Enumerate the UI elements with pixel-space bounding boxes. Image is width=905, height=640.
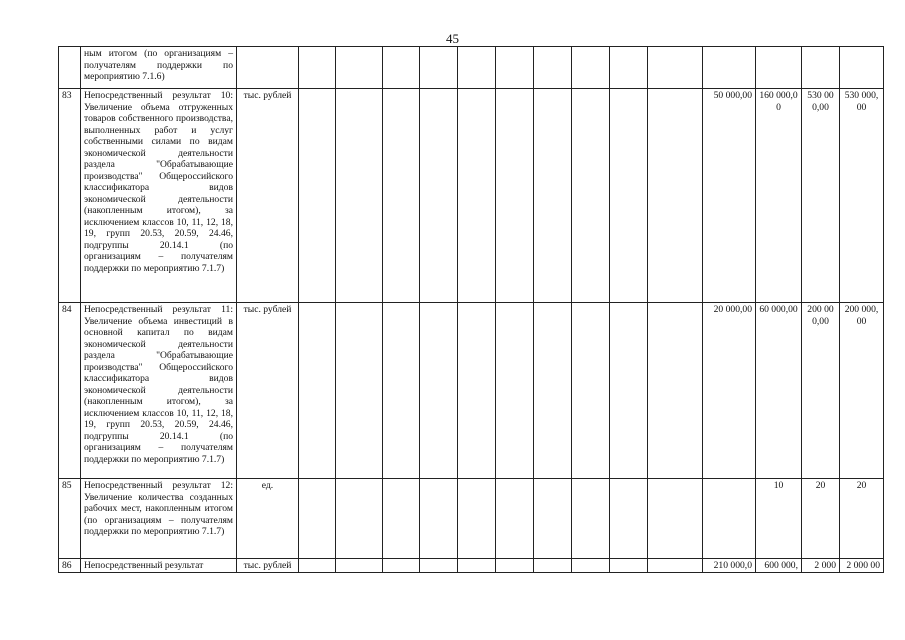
empty-cell <box>572 47 610 89</box>
empty-cell <box>534 479 572 559</box>
empty-cell <box>383 303 420 479</box>
row-unit <box>237 47 299 89</box>
value-cell: 530 000,00 <box>840 89 884 303</box>
row-unit: тыс. рублей <box>237 559 299 573</box>
empty-cell <box>458 479 496 559</box>
empty-cell <box>572 89 610 303</box>
empty-cell <box>610 89 648 303</box>
empty-cell <box>458 303 496 479</box>
empty-cell <box>610 559 648 573</box>
value-cell: 60 000,00 <box>756 303 802 479</box>
empty-cell <box>383 89 420 303</box>
empty-cell <box>534 303 572 479</box>
empty-cell <box>496 479 534 559</box>
empty-cell <box>648 303 703 479</box>
empty-cell <box>299 479 336 559</box>
row-unit: тыс. рублей <box>237 303 299 479</box>
value-cell <box>756 47 802 89</box>
empty-cell <box>648 479 703 559</box>
empty-cell <box>336 89 383 303</box>
table-row <box>59 303 884 479</box>
empty-cell <box>420 559 458 573</box>
empty-cell <box>534 559 572 573</box>
value-cell <box>703 47 756 89</box>
empty-cell <box>336 559 383 573</box>
empty-cell <box>534 47 572 89</box>
empty-cell <box>420 89 458 303</box>
value-cell: 2 000 00 <box>840 559 884 573</box>
value-cell: 20 000,00 <box>703 303 756 479</box>
value-cell: 50 000,00 <box>703 89 756 303</box>
row-description: Непосредственный результат 11: Увеличение объема инвестиций в основной капитал по видам экономической деятельности раздела "Обрабатывающие производства" Общероссийского классификатора видов экономической деятельности (накопленным итогом), за исключением классов 10, 11, 12, 18, 19, групп 20.53, 20.59, 24.46, подгруппы 20.14.1 (по организациям – получателям поддержки по мероприятию 7.1.7) <box>81 303 237 479</box>
empty-cell <box>383 559 420 573</box>
empty-cell <box>299 47 336 89</box>
empty-cell <box>383 479 420 559</box>
value-cell: 20 <box>840 479 884 559</box>
empty-cell <box>648 47 703 89</box>
value-cell: 160 000,00 <box>756 89 802 303</box>
row-description: ным итогом (по организациям – получателям поддержки по мероприятию 7.1.6) <box>81 47 237 89</box>
empty-cell <box>420 303 458 479</box>
table-row <box>59 47 884 89</box>
row-unit: ед. <box>237 479 299 559</box>
value-cell: 200 000,00 <box>802 303 840 479</box>
row-number: 84 <box>59 303 81 479</box>
empty-cell <box>383 47 420 89</box>
value-cell: 600 000, <box>756 559 802 573</box>
empty-cell <box>299 559 336 573</box>
value-cell: 10 <box>756 479 802 559</box>
empty-cell <box>458 47 496 89</box>
row-description: Непосредственный результат <box>81 559 237 573</box>
empty-cell <box>496 47 534 89</box>
value-cell: 210 000,0 <box>703 559 756 573</box>
row-number <box>59 47 81 89</box>
empty-cell <box>534 89 572 303</box>
table-row <box>59 89 884 303</box>
row-number: 85 <box>59 479 81 559</box>
empty-cell <box>610 47 648 89</box>
empty-cell <box>496 559 534 573</box>
value-cell <box>703 479 756 559</box>
empty-cell <box>420 479 458 559</box>
value-cell: 2 000 <box>802 559 840 573</box>
empty-cell <box>572 479 610 559</box>
empty-cell <box>458 559 496 573</box>
table-row <box>59 559 884 573</box>
page-number: 45 <box>446 31 459 46</box>
empty-cell <box>336 47 383 89</box>
empty-cell <box>610 303 648 479</box>
empty-cell <box>572 559 610 573</box>
empty-cell <box>420 47 458 89</box>
empty-cell <box>648 559 703 573</box>
indicators-table <box>58 46 884 573</box>
empty-cell <box>299 89 336 303</box>
empty-cell <box>336 303 383 479</box>
empty-cell <box>336 479 383 559</box>
value-cell <box>840 47 884 89</box>
row-description: Непосредственный результат 12: Увеличение количества созданных рабочих мест, накопленным итогом (по организациям – получателям поддержки по мероприятию 7.1.7) <box>81 479 237 559</box>
value-cell: 20 <box>802 479 840 559</box>
empty-cell <box>458 89 496 303</box>
table-row <box>59 479 884 559</box>
row-number: 83 <box>59 89 81 303</box>
value-cell <box>802 47 840 89</box>
empty-cell <box>496 303 534 479</box>
row-description: Непосредственный результат 10: Увеличение объема отгруженных товаров собственного производства, выполненных работ и услуг собственными силами по видам экономической деятельности раздела "Обрабатывающие производства" Общероссийского классификатора видов экономической деятельности (накопленным итогом), за исключением классов 10, 11, 12, 18, 19, групп 20.53, 20.59, 24.46, подгруппы 20.14.1 (по организациям – получателям поддержки по мероприятию 7.1.7) <box>81 89 237 303</box>
empty-cell <box>496 89 534 303</box>
empty-cell <box>648 89 703 303</box>
row-number: 86 <box>59 559 81 573</box>
value-cell: 530 000,00 <box>802 89 840 303</box>
empty-cell <box>299 303 336 479</box>
row-unit: тыс. рублей <box>237 89 299 303</box>
empty-cell <box>572 303 610 479</box>
empty-cell <box>610 479 648 559</box>
value-cell: 200 000,00 <box>840 303 884 479</box>
